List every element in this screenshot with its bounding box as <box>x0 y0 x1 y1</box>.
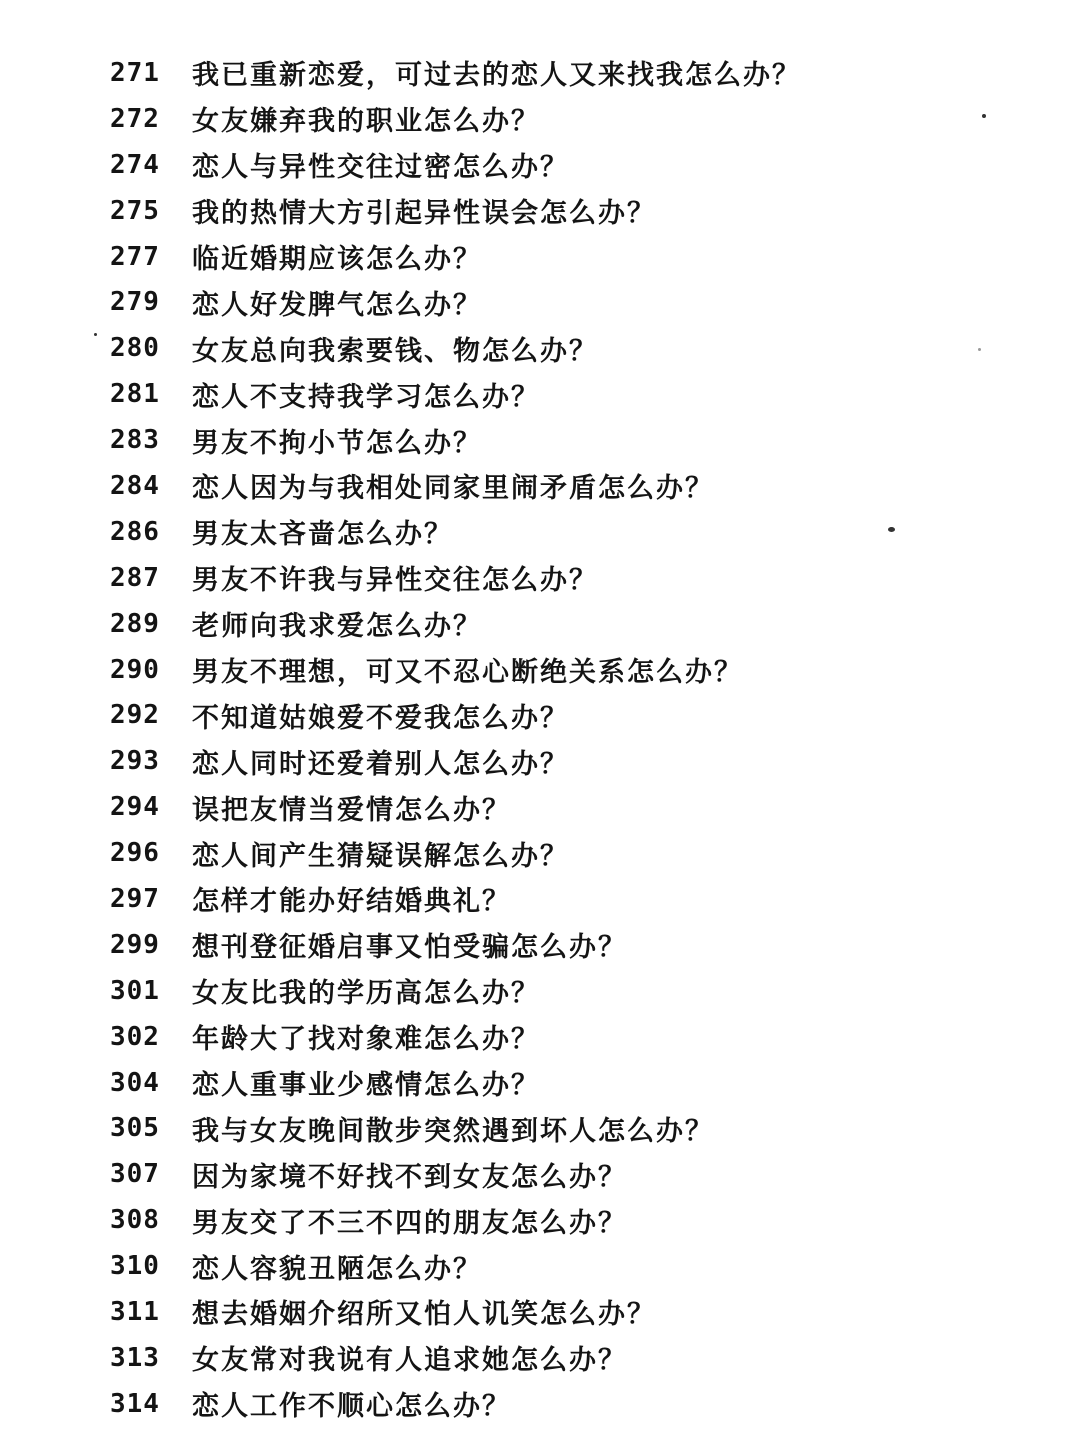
toc-entry <box>110 692 1010 738</box>
entry-title: 女友嫌弃我的职业怎么办？ <box>192 106 540 138</box>
toc-entry <box>110 738 1010 784</box>
entry-page-number: 308 <box>110 1205 160 1236</box>
toc-entry <box>110 1151 1010 1197</box>
entry-page-number: 290 <box>110 654 160 685</box>
entry-page-number: 307 <box>110 1159 160 1190</box>
entry-title: 年龄大了找对象难怎么办？ <box>192 1024 540 1056</box>
toc-entry <box>110 1060 1010 1106</box>
entry-title: 恋人容貌丑陋怎么办？ <box>192 1253 482 1285</box>
entry-page-number: 280 <box>110 333 160 364</box>
entry-title: 男友太吝啬怎么办？ <box>192 519 453 551</box>
toc-entry <box>110 234 1010 280</box>
toc-entry <box>110 1197 1010 1243</box>
toc-entry <box>110 922 1010 968</box>
entry-page-number: 287 <box>110 562 160 593</box>
entry-title: 恋人与异性交往过密怎么办？ <box>192 152 569 184</box>
toc-entry <box>110 601 1010 647</box>
scan-speck <box>888 527 895 532</box>
entry-page-number: 311 <box>110 1296 160 1327</box>
entry-page-number: 281 <box>110 379 160 410</box>
entry-title: 男友交了不三不四的朋友怎么办？ <box>192 1207 627 1239</box>
toc-entry <box>110 876 1010 922</box>
toc-entry <box>110 784 1010 830</box>
entry-page-number: 296 <box>110 838 160 869</box>
entry-title: 恋人不支持我学习怎么办？ <box>192 381 540 413</box>
scan-speck <box>982 114 986 118</box>
toc-entry <box>110 509 1010 555</box>
entry-title: 男友不理想，可又不忍心断绝关系怎么办？ <box>192 657 743 689</box>
toc-entry <box>110 96 1010 142</box>
entry-page-number: 283 <box>110 425 160 456</box>
entry-page-number: 272 <box>110 103 160 134</box>
entry-title: 恋人重事业少感情怎么办？ <box>192 1070 540 1102</box>
entry-title: 想刊登征婚启事又怕受骗怎么办？ <box>192 932 627 964</box>
toc-entry <box>110 647 1010 693</box>
entry-page-number: 314 <box>110 1388 160 1419</box>
entry-page-number: 292 <box>110 700 160 731</box>
entry-title: 临近婚期应该怎么办？ <box>192 244 482 275</box>
entry-page-number: 302 <box>110 1021 160 1052</box>
entry-title: 因为家境不好找不到女友怎么办？ <box>192 1161 627 1193</box>
toc-entry <box>110 463 1010 509</box>
entry-title: 误把友情当爱情怎么办？ <box>192 794 511 826</box>
entry-page-number: 274 <box>110 149 160 180</box>
toc-entry <box>110 830 1010 876</box>
entry-title: 女友常对我说有人追求她怎么办？ <box>192 1345 627 1377</box>
toc-entry <box>110 1105 1010 1151</box>
entry-title: 我已重新恋爱，可过去的恋人又来找我怎么办？ <box>192 60 801 92</box>
toc-entry <box>110 50 1010 96</box>
entry-title: 男友不许我与异性交往怎么办？ <box>192 565 598 597</box>
entry-page-number: 313 <box>110 1342 160 1373</box>
toc-entry <box>110 371 1010 417</box>
toc-entry <box>110 1243 1010 1289</box>
entry-title: 恋人好发脾气怎么办？ <box>192 289 482 321</box>
entry-title: 怎样才能办好结婚典礼？ <box>192 886 511 918</box>
entry-page-number: 279 <box>110 287 160 318</box>
entry-page-number: 277 <box>110 241 160 272</box>
entry-page-number: 286 <box>110 516 160 547</box>
entry-page-number: 299 <box>110 929 160 960</box>
entry-title: 女友总向我索要钱、物怎么办？ <box>192 335 598 367</box>
entry-title: 恋人因为与我相处同家里闹矛盾怎么办？ <box>192 473 714 505</box>
entry-page-number: 293 <box>110 746 160 777</box>
toc-entry <box>110 1014 1010 1060</box>
entry-page-number: 284 <box>110 470 160 501</box>
toc-entry <box>110 279 1010 325</box>
entry-title: 恋人工作不顺心怎么办？ <box>192 1391 511 1423</box>
table-of-contents <box>110 50 1010 1427</box>
entry-page-number: 271 <box>110 57 160 88</box>
entry-title: 女友比我的学历高怎么办？ <box>192 978 540 1010</box>
entry-page-number: 310 <box>110 1251 160 1282</box>
toc-entry <box>110 325 1010 371</box>
toc-entry <box>110 1289 1010 1335</box>
entry-page-number: 289 <box>110 608 160 639</box>
entry-title: 恋人间产生猜疑误解怎么办？ <box>192 840 569 872</box>
toc-entry <box>110 1381 1010 1427</box>
entry-title: 不知道姑娘爱不爱我怎么办？ <box>192 702 569 734</box>
entry-page-number: 275 <box>110 195 160 226</box>
entry-title: 我与女友晚间散步突然遇到坏人怎么办？ <box>192 1115 714 1147</box>
scan-speck <box>978 348 981 351</box>
toc-entry <box>110 142 1010 188</box>
entry-page-number: 301 <box>110 975 160 1006</box>
entry-page-number: 294 <box>110 792 160 823</box>
toc-entry <box>110 1335 1010 1381</box>
entry-title: 想去婚姻介绍所又怕人讥笑怎么办？ <box>192 1299 656 1331</box>
entry-title: 老师向我求爱怎么办？ <box>192 611 482 643</box>
toc-entry <box>110 555 1010 601</box>
entry-title: 我的热情大方引起异性误会怎么办？ <box>192 198 656 230</box>
scan-speck <box>94 333 97 336</box>
toc-entry <box>110 188 1010 234</box>
entry-title: 男友不拘小节怎么办？ <box>192 427 482 459</box>
entry-page-number: 305 <box>110 1113 160 1144</box>
entry-title: 恋人同时还爱着别人怎么办？ <box>192 748 569 780</box>
entry-page-number: 304 <box>110 1067 160 1098</box>
entry-page-number: 297 <box>110 883 160 914</box>
toc-entry <box>110 968 1010 1014</box>
toc-entry <box>110 417 1010 463</box>
